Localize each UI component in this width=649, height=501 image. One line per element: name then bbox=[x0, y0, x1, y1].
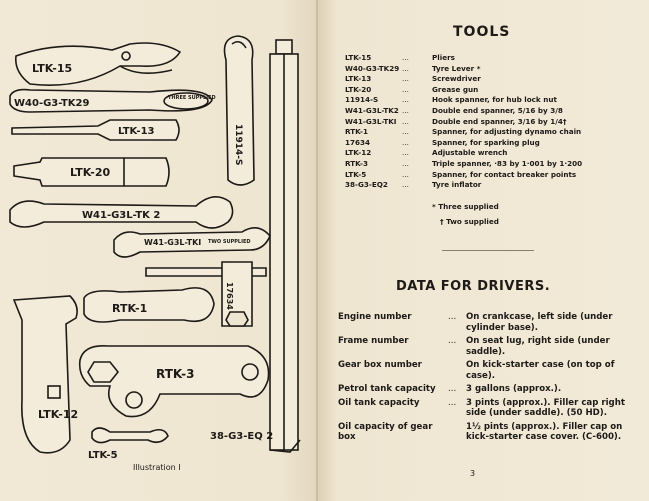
tool-part-number: LTK-15 bbox=[345, 53, 372, 62]
tool-dots: ... bbox=[402, 158, 409, 168]
tool-description: Spanner, for contact breaker points bbox=[432, 169, 577, 179]
tool-description: Hook spanner, for hub lock nut bbox=[432, 95, 557, 105]
right-page-text bbox=[318, 0, 649, 501]
tool-part-number: RTK-3 bbox=[345, 158, 369, 168]
tool-part-number: RTK-1 bbox=[345, 127, 369, 137]
label-three-supplied: THREE SUPPLIED bbox=[168, 95, 216, 101]
tool-description: Spanner, for adjusting dynamo chain bbox=[432, 127, 582, 137]
data-label: Petrol tank capacity bbox=[338, 384, 436, 394]
tool-dots: ... bbox=[402, 95, 409, 105]
tool-dots: ... bbox=[402, 84, 409, 94]
tool-part-number: W40-G3-TK29 bbox=[345, 63, 400, 73]
tools-row bbox=[345, 85, 640, 96]
label-two-supplied: TWO SUPPLIED bbox=[208, 239, 251, 245]
tools-row bbox=[345, 74, 640, 85]
tool-description: Triple spanner, ·83 by 1·001 by 1·200 bbox=[432, 158, 583, 168]
label-hook-spanner: 11914-S bbox=[233, 124, 243, 166]
page-number: 3 bbox=[470, 469, 476, 478]
data-dots: ... bbox=[448, 312, 457, 322]
tool-dots: ... bbox=[402, 137, 409, 147]
tool-description: Tyre inflator bbox=[432, 180, 482, 190]
data-dots bbox=[448, 422, 466, 443]
section-divider bbox=[442, 250, 534, 251]
contact-spanner-drawing bbox=[92, 428, 168, 443]
data-value: On kick-starter case (on top of case). bbox=[466, 360, 615, 381]
tool-dots: ... bbox=[402, 127, 409, 137]
tool-description: Pliers bbox=[432, 53, 455, 62]
label-pliers: LTK-15 bbox=[32, 62, 73, 75]
label-grease-gun: LTK-20 bbox=[70, 166, 111, 179]
data-row bbox=[338, 398, 638, 419]
tool-illustration bbox=[0, 0, 318, 501]
tool-part-number: LTK-20 bbox=[345, 84, 372, 94]
tool-part-number: W41-G3L-TK2 bbox=[345, 105, 399, 115]
tools-row bbox=[345, 148, 640, 159]
tool-part-number: W41-G3L-TKI bbox=[345, 116, 397, 126]
data-value: 3 pints (approx.). Filler cap right side (under saddle). (50 HD). bbox=[466, 397, 625, 418]
tool-description: Adjustable wrench bbox=[432, 148, 508, 158]
tool-part-number: LTK-5 bbox=[345, 169, 367, 179]
tool-description: Screwdriver bbox=[432, 74, 481, 84]
data-row bbox=[338, 336, 638, 357]
label-tyre-inflator: 38-G3-EQ 2 bbox=[210, 431, 274, 442]
tools-row bbox=[345, 127, 640, 138]
tool-description: Double end spanner, 3/16 by 1/4† bbox=[432, 116, 567, 126]
left-page-illustration bbox=[0, 0, 318, 501]
data-row bbox=[338, 422, 638, 443]
tools-list bbox=[345, 53, 640, 191]
spanner-rtk1-drawing bbox=[84, 288, 214, 322]
tool-dots: ... bbox=[402, 74, 409, 84]
tools-row bbox=[345, 64, 640, 75]
tools-heading: TOOLS bbox=[453, 24, 511, 40]
tools-row bbox=[345, 138, 640, 149]
data-row bbox=[338, 312, 638, 333]
data-label: Oil tank capacity bbox=[338, 397, 420, 408]
footnote-two-supplied: † Two supplied bbox=[440, 217, 499, 226]
tool-part-number: LTK-13 bbox=[345, 74, 372, 84]
adjustable-wrench-drawing bbox=[14, 296, 77, 453]
tool-description: Double end spanner, 5/16 by 3/8 bbox=[432, 105, 563, 115]
tool-description: Tyre Lever * bbox=[432, 63, 481, 73]
label-tyre-lever: W40-G3-TK29 bbox=[14, 98, 90, 109]
data-dots: ... bbox=[448, 397, 457, 408]
tool-part-number: LTK-12 bbox=[345, 148, 372, 158]
tools-row bbox=[345, 180, 640, 191]
tool-dots: ... bbox=[402, 63, 409, 73]
triple-spanner-drawing bbox=[80, 346, 269, 417]
data-heading: DATA FOR DRIVERS. bbox=[396, 279, 551, 294]
tools-row bbox=[345, 106, 640, 117]
data-label: Gear box number bbox=[338, 360, 422, 370]
label-plug-spanner: 17634 bbox=[225, 282, 234, 310]
data-label: Engine number bbox=[338, 312, 412, 322]
footnote-three-supplied: * Three supplied bbox=[432, 202, 499, 211]
data-row bbox=[338, 384, 638, 395]
tool-dots: ... bbox=[402, 105, 409, 115]
label-adjustable-wrench: LTK-12 bbox=[38, 408, 79, 421]
tyre-inflator-drawing bbox=[270, 40, 300, 452]
tool-dots: ... bbox=[402, 180, 409, 190]
data-value: On crankcase, left side (under cylinder base). bbox=[466, 312, 613, 333]
data-label: Oil capacity of gear box bbox=[338, 421, 433, 442]
label-spanner-tk2: W41-G3L-TK 2 bbox=[82, 210, 161, 221]
data-row bbox=[338, 360, 638, 381]
tool-part-number: 38-G3-EQ2 bbox=[345, 180, 388, 190]
tools-row bbox=[345, 170, 640, 181]
label-spanner-tk1: W41-G3L-TKI bbox=[144, 238, 202, 247]
tools-row bbox=[345, 95, 640, 106]
tool-description: Grease gun bbox=[432, 84, 479, 94]
tools-row bbox=[345, 117, 640, 128]
tool-dots: ... bbox=[402, 116, 409, 126]
data-dots: ... bbox=[448, 384, 457, 394]
tool-dots: ... bbox=[402, 169, 409, 179]
tool-dots: ... bbox=[402, 148, 409, 158]
tools-row bbox=[345, 53, 640, 64]
data-value: 1½ pints (approx.). Filler cap on kick-starter case cover. (C-600). bbox=[466, 421, 623, 442]
driver-data-list bbox=[338, 312, 638, 446]
data-dots: ... bbox=[448, 336, 457, 346]
label-triple-spanner: RTK-3 bbox=[156, 367, 195, 381]
tool-description: Spanner, for sparking plug bbox=[432, 137, 540, 147]
label-screwdriver: LTK-13 bbox=[118, 126, 155, 137]
illustration-caption: Illustration I bbox=[133, 463, 181, 472]
tool-dots: ... bbox=[402, 53, 409, 62]
data-label: Frame number bbox=[338, 336, 409, 346]
tool-part-number: 17634 bbox=[345, 137, 371, 147]
label-contact-spanner: LTK-5 bbox=[88, 450, 118, 461]
data-value: On seat lug, right side (under saddle). bbox=[466, 336, 610, 357]
tools-row bbox=[345, 159, 640, 170]
data-dots bbox=[448, 360, 466, 381]
tool-part-number: 11914-S bbox=[345, 95, 379, 105]
label-spanner-rtk1: RTK-1 bbox=[112, 302, 148, 315]
data-value: 3 gallons (approx.). bbox=[466, 384, 562, 394]
